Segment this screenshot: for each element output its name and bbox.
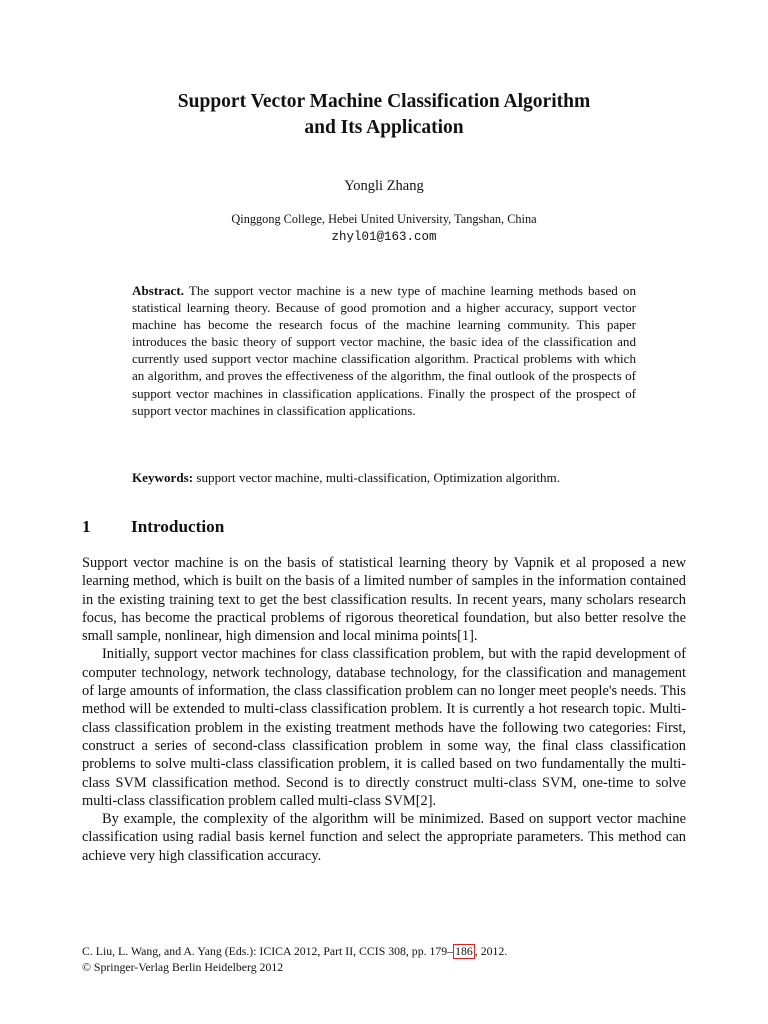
author-email: zhyl01@163.com xyxy=(331,230,437,244)
citation-prefix: C. Liu, L. Wang, and A. Yang (Eds.): ICICA 2012, Part II, CCIS 308, pp. 179– xyxy=(82,944,454,958)
author-name: Yongli Zhang xyxy=(344,178,424,194)
abstract-text: The support vector machine is a new type of machine learning methods based on statistical learning theory. Because of good promotion and a higher accuracy, support vector machine has become the research focus of the machine learning community. This paper introduces the basic theory of support vector machine, the basic idea of the classification and currently used support vector machine classification algorithm. Practical problems with which an algorithm, and proves the effectiveness of the algorithm, the final outlook of the prospects of support vector machines in classification applications. Finally the prospect of the prospect of support vector machines in classification applications. xyxy=(132,283,636,418)
paragraph: Initially, support vector machines for class classification problem, but with the rapid development of computer technology, network technology, database technology, for the classification and management of large amounts of information, the class classification problem can no longer meet people's needs. This method will be extended to multi-class classification problem. It is currently a hot research topic. Multi-class classification problem in the existing treatment methods have the following two categories: First, construct a series of second-class classification problem in some way, the final class classification problems to solve multi-class classification problem, it is called based on two fundamentally the multi-class SVM classification method. Second is to directly construct multi-class SVM, one-time to solve multi-class classification problem called multi-class SVM[2]. xyxy=(82,646,686,809)
keywords-label: Keywords: xyxy=(132,470,194,485)
affiliation: Qinggong College, Hebei United University, Tangshan, China xyxy=(231,212,537,226)
abstract xyxy=(132,282,636,419)
section-number: 1 xyxy=(82,517,91,536)
copyright-line: © Springer-Verlag Berlin Heidelberg 2012 xyxy=(82,960,284,974)
title-line-1: Support Vector Machine Classification Algorithm xyxy=(177,91,591,112)
section-heading xyxy=(82,516,686,538)
abstract-label: Abstract. xyxy=(132,283,184,298)
paper-title xyxy=(0,89,768,141)
citation-suffix: , 2012. xyxy=(474,944,508,958)
paragraph: Support vector machine is on the basis of statistical learning theory by Vapnik et al proposed a new learning method, which is built on the basis of a limited number of samples in the information contained in the existing training text to get the best classification results. In recent years, many scholars research focus, has become the practical problems of rigorous theoretical foundation, but also better resolve the small sample, nonlinear, high dimension and local minima points[1]. xyxy=(82,555,686,645)
section-title: Introduction xyxy=(131,517,225,536)
keywords xyxy=(132,469,636,486)
keywords-text: support vector machine, multi-classification, Optimization algorithm. xyxy=(196,470,561,485)
page-end-link[interactable]: 186 xyxy=(455,944,473,958)
title-line-2: and Its Application xyxy=(304,117,464,138)
citation-line xyxy=(82,943,686,959)
body-text xyxy=(82,554,686,865)
paragraph: By example, the complexity of the algorithm will be minimized. Based on support vector machine classification using radial basis kernel function and select the appropriate parameters. This method can achieve very high classification accuracy. xyxy=(82,811,686,864)
citation-footer xyxy=(82,943,686,975)
